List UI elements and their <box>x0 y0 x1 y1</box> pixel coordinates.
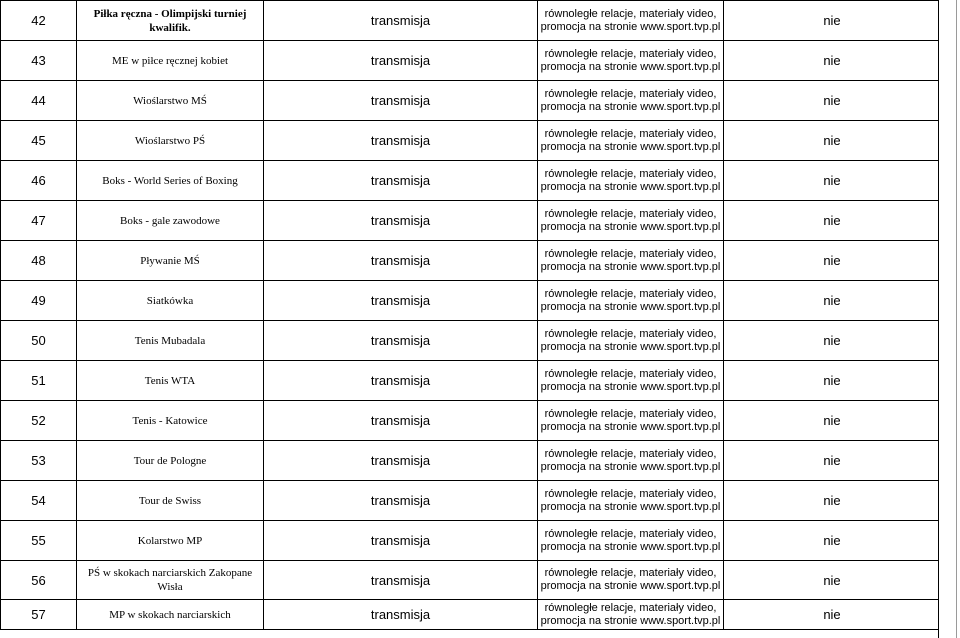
table-row <box>1 121 941 161</box>
row-number: 53 <box>1 441 77 481</box>
coverage-line-1: równoległe relacje, materiały video, <box>544 127 717 140</box>
online-coverage <box>538 161 724 201</box>
answer-cell: nie <box>724 161 941 201</box>
coverage-line-2: promocja na stronie www.sport.tvp.pl <box>540 580 721 592</box>
coverage-line-1: równoległe relacje, materiały video, <box>544 407 717 420</box>
answer-cell: nie <box>724 41 941 81</box>
broadcast-type: transmisja <box>264 441 538 481</box>
event-name: ME w piłce ręcznej kobiet <box>77 41 264 81</box>
page-edge <box>938 0 960 638</box>
table-row <box>1 1 941 41</box>
coverage-line-2: promocja na stronie www.sport.tvp.pl <box>540 20 721 33</box>
coverage-line-1: równoległe relacje, materiały video, <box>544 327 717 340</box>
broadcast-type: transmisja <box>264 121 538 161</box>
row-number: 56 <box>1 561 77 600</box>
answer-cell: nie <box>724 361 941 401</box>
event-name: Boks - gale zawodowe <box>77 201 264 241</box>
coverage-line-2: promocja na stronie www.sport.tvp.pl <box>540 340 721 353</box>
row-number: 44 <box>1 81 77 121</box>
coverage-line-1: równoległe relacje, materiały video, <box>544 167 717 180</box>
page-edge-line <box>938 0 939 638</box>
coverage-line-2: promocja na stronie www.sport.tvp.pl <box>540 614 721 627</box>
online-coverage <box>538 41 724 81</box>
table-row <box>1 441 941 481</box>
event-name: PŚ w skokach narciarskich Zakopane Wisła <box>77 561 264 600</box>
coverage-line-2: promocja na stronie www.sport.tvp.pl <box>540 380 721 393</box>
row-number: 52 <box>1 401 77 441</box>
broadcast-type: transmisja <box>264 561 538 600</box>
answer-cell: nie <box>724 401 941 441</box>
row-number: 48 <box>1 241 77 281</box>
coverage-line-1: równoległe relacje, materiały video, <box>544 207 717 220</box>
coverage-line-2: promocja na stronie www.sport.tvp.pl <box>540 60 721 73</box>
answer-cell: nie <box>724 441 941 481</box>
online-coverage <box>538 281 724 321</box>
table-row <box>1 361 941 401</box>
answer-cell: nie <box>724 201 941 241</box>
table-row <box>1 41 941 81</box>
answer-cell: nie <box>724 321 941 361</box>
online-coverage <box>538 600 724 630</box>
row-number: 49 <box>1 281 77 321</box>
online-coverage <box>538 441 724 481</box>
broadcast-type: transmisja <box>264 41 538 81</box>
event-name: Tenis WTA <box>77 361 264 401</box>
table-row <box>1 521 941 561</box>
coverage-line-2: promocja na stronie www.sport.tvp.pl <box>540 220 721 233</box>
event-name: Pływanie MŚ <box>77 241 264 281</box>
coverage-line-1: równoległe relacje, materiały video, <box>544 527 717 540</box>
coverage-line-2: promocja na stronie www.sport.tvp.pl <box>540 260 721 273</box>
coverage-line-1: równoległe relacje, materiały video, <box>544 367 717 380</box>
row-number: 42 <box>1 1 77 41</box>
online-coverage <box>538 481 724 521</box>
event-name: Tenis - Katowice <box>77 401 264 441</box>
broadcast-type: transmisja <box>264 321 538 361</box>
online-coverage <box>538 321 724 361</box>
row-number: 46 <box>1 161 77 201</box>
online-coverage <box>538 401 724 441</box>
online-coverage <box>538 121 724 161</box>
page-edge-shadow <box>956 0 957 638</box>
broadcast-type: transmisja <box>264 481 538 521</box>
table-row <box>1 81 941 121</box>
table-row <box>1 481 941 521</box>
event-name: MP w skokach narciarskich <box>77 600 264 630</box>
broadcast-type: transmisja <box>264 1 538 41</box>
coverage-line-2: promocja na stronie www.sport.tvp.pl <box>540 500 721 513</box>
online-coverage <box>538 561 724 600</box>
broadcast-type: transmisja <box>264 361 538 401</box>
row-number: 43 <box>1 41 77 81</box>
answer-cell: nie <box>724 281 941 321</box>
table-row <box>1 401 941 441</box>
coverage-line-1: równoległe relacje, materiały video, <box>544 87 717 100</box>
event-name: Tour de Swiss <box>77 481 264 521</box>
row-number: 45 <box>1 121 77 161</box>
answer-cell: nie <box>724 481 941 521</box>
coverage-line-1: równoległe relacje, materiały video, <box>544 601 717 614</box>
answer-cell: nie <box>724 521 941 561</box>
answer-cell: nie <box>724 600 941 630</box>
coverage-line-1: równoległe relacje, materiały video, <box>544 287 717 300</box>
broadcast-type: transmisja <box>264 81 538 121</box>
coverage-line-2: promocja na stronie www.sport.tvp.pl <box>540 460 721 473</box>
broadcast-type: transmisja <box>264 521 538 561</box>
row-number: 54 <box>1 481 77 521</box>
table-row <box>1 600 941 630</box>
coverage-line-1: równoległe relacje, materiały video, <box>544 47 717 60</box>
broadcast-type: transmisja <box>264 241 538 281</box>
event-name: Wioślarstwo PŚ <box>77 121 264 161</box>
broadcast-type: transmisja <box>264 401 538 441</box>
answer-cell: nie <box>724 1 941 41</box>
event-name: Piłka ręczna - Olimpijski turniej kwalifik. <box>77 1 264 41</box>
event-name: Boks - World Series of Boxing <box>77 161 264 201</box>
event-name: Kolarstwo MP <box>77 521 264 561</box>
event-name: Wioślarstwo MŚ <box>77 81 264 121</box>
coverage-line-2: promocja na stronie www.sport.tvp.pl <box>540 420 721 433</box>
online-coverage <box>538 201 724 241</box>
row-number: 57 <box>1 600 77 630</box>
row-number: 50 <box>1 321 77 361</box>
coverage-line-1: równoległe relacje, materiały video, <box>544 447 717 460</box>
table-row <box>1 321 941 361</box>
event-name: Tour de Pologne <box>77 441 264 481</box>
online-coverage <box>538 241 724 281</box>
broadcast-type: transmisja <box>264 600 538 630</box>
row-number: 51 <box>1 361 77 401</box>
coverage-line-1: równoległe relacje, materiały video, <box>544 567 717 579</box>
table-row <box>1 281 941 321</box>
coverage-line-2: promocja na stronie www.sport.tvp.pl <box>540 140 721 153</box>
online-coverage <box>538 361 724 401</box>
table-row <box>1 201 941 241</box>
answer-cell: nie <box>724 561 941 600</box>
events-table-body <box>1 1 941 630</box>
broadcast-type: transmisja <box>264 201 538 241</box>
coverage-line-2: promocja na stronie www.sport.tvp.pl <box>540 180 721 193</box>
online-coverage <box>538 81 724 121</box>
row-number: 47 <box>1 201 77 241</box>
table-row <box>1 241 941 281</box>
event-name: Tenis Mubadala <box>77 321 264 361</box>
answer-cell: nie <box>724 121 941 161</box>
table-row <box>1 161 941 201</box>
row-number: 55 <box>1 521 77 561</box>
coverage-line-2: promocja na stronie www.sport.tvp.pl <box>540 540 721 553</box>
broadcast-type: transmisja <box>264 161 538 201</box>
coverage-line-1: równoległe relacje, materiały video, <box>544 487 717 500</box>
broadcast-type: transmisja <box>264 281 538 321</box>
event-name: Siatkówka <box>77 281 264 321</box>
answer-cell: nie <box>724 81 941 121</box>
online-coverage <box>538 1 724 41</box>
coverage-line-1: równoległe relacje, materiały video, <box>544 7 717 20</box>
coverage-line-2: promocja na stronie www.sport.tvp.pl <box>540 100 721 113</box>
online-coverage <box>538 521 724 561</box>
coverage-line-2: promocja na stronie www.sport.tvp.pl <box>540 300 721 313</box>
coverage-line-1: równoległe relacje, materiały video, <box>544 247 717 260</box>
table-row <box>1 561 941 600</box>
answer-cell: nie <box>724 241 941 281</box>
